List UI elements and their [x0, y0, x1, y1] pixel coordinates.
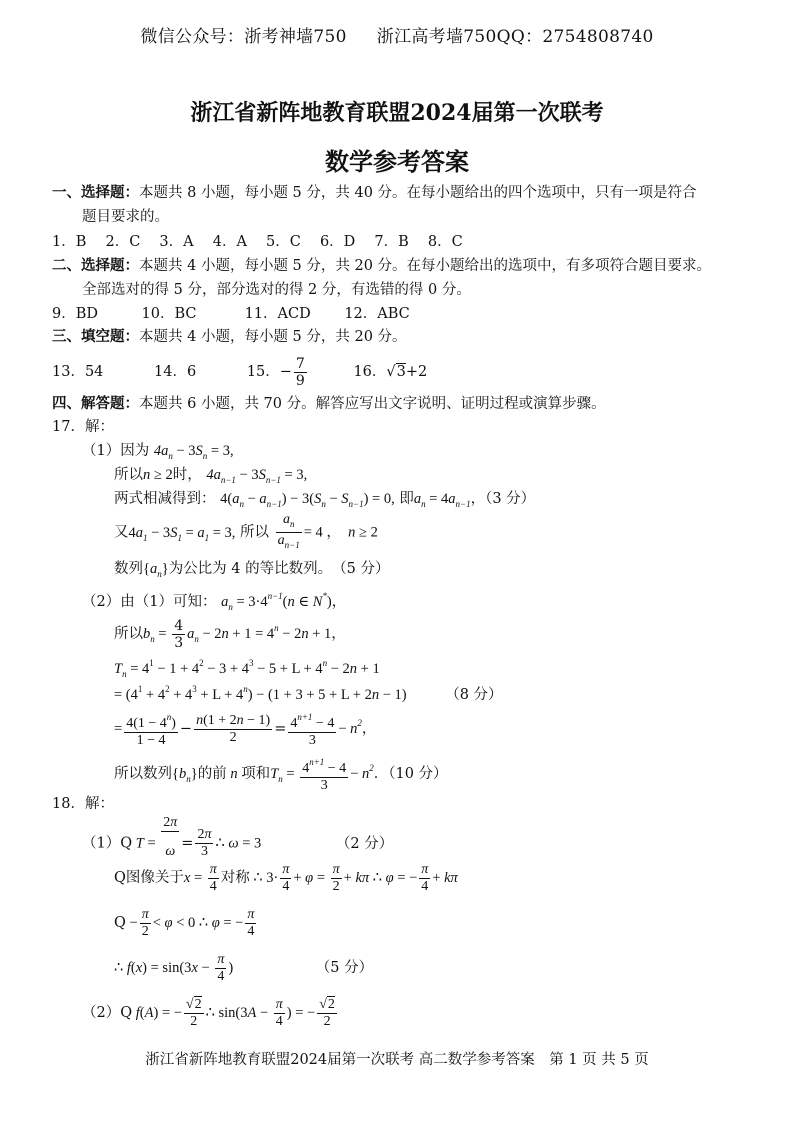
section2-desc2: 全部选对的得 5 分，部分选对的得 2 分，有选错的得 0 分。 — [82, 282, 471, 298]
q17-head: 17．解： — [52, 419, 114, 435]
q18-line3: Q − $\frac{\pi}{2}$ < φ < 0 ∴ φ = − $\frac{\pi}{4}$ — [114, 906, 255, 939]
page-footer: 浙江省新阵地教育联盟2024届第一次联考 高二数学参考答案 第 1 页 共 5 页 — [145, 1052, 649, 1068]
answer-16-tail: +2 — [405, 364, 428, 380]
section2-label: 二、选择题： — [52, 257, 139, 274]
q17-line2: 所以n ≥ 2时， $4a_{n-1} - 3S_{n-1} = 3$, — [114, 467, 308, 485]
section2-answers: 9．BD 10．BC 11．ACD 12．ABC — [52, 306, 410, 322]
formula: $T_n = 4^1 - 1 + 4^2 - 3 + 4^3 - 5 + L + 4^n - 2n + 1$ — [114, 658, 380, 679]
answer-16-label: 16． — [353, 364, 387, 380]
answer-15-fraction: $\frac{7}{9}$ — [295, 355, 305, 389]
section1-label: 一、选择题： — [52, 184, 139, 201]
document-title: 浙江省新阵地教育联盟2024届第一次联考 — [190, 100, 604, 126]
q17-line9: = $(4^1 + 4^2 + 4^3 + L + 4^n) - (1 + 3 + 5 + L + 2n - 1)$ （8 分） — [114, 684, 503, 703]
formula: $a_n = 3\cdot 4^{n-1}(n$ ∈ N*)， — [221, 591, 347, 612]
section3-line — [52, 327, 407, 347]
section4-desc: 本题共 6 小题，共 70 分。解答应写出文字说明、证明过程或演算步骤。 — [139, 396, 606, 412]
ratio-fraction: $\frac{a_n}{a_{n-1}}$ — [277, 512, 300, 550]
minus-sign: − — [279, 364, 292, 380]
section4-label: 四、解答题： — [52, 395, 139, 412]
formula: $a_n = 4a_{n-1}$， — [413, 491, 486, 509]
q17-line4: 又$4a_1 - 3S_1 = a_1 = 3$, 所以 $\frac{a_n}{a_{n-1}}$ = 4 ， n ≥ 2 — [114, 512, 378, 552]
q18-line2: Q图像关于x = $\frac{\pi}{4}$ 对称 ∴ 3· $\frac{\pi}{4}$ + φ = $\frac{\pi}{2}$ + kπ ∴ φ = − $\frac{\pi}{4}$ + kπ — [114, 861, 458, 894]
q17-line7: 所以$b_n$ = $\frac{4}{3}$ $a_n - 2n + 1 = 4^n - 2n + 1$， — [114, 617, 346, 651]
section4-line — [52, 394, 606, 414]
q17-line10: = $\frac{4(1 - 4^n)}{1 - 4}$ − $\frac{n(1 + 2n - 1)}{2}$ = $\frac{4^{n+1} - 4}{3}$ − $n^2$， — [114, 703, 376, 743]
answer-16-radicand: 3 — [396, 364, 406, 380]
answer-13: 13．54 — [52, 364, 104, 380]
q17-line11: 所以数列$\{b_n\}$的前 n 项和$T_n$ = $\frac{4^{n+1} - 4}{3}$ − $n^2$．（10 分） — [114, 748, 448, 788]
q18-line5: （2）Q f(A) = − $\frac{√2}{2}$ ∴ sin(3A − $\frac{\pi}{4}$ ) = − $\frac{√2}{2}$ — [82, 996, 335, 1029]
formula: $4(a_n - a_{n-1}) - 3(S_n - S_{n-1}) = 0$, — [220, 491, 395, 509]
page-header — [0, 22, 794, 47]
q17-line5: 数列$\{a_n\}$为公比为 4 的等比数列。 （5 分） — [114, 561, 390, 579]
sqrt-icon: √ — [386, 364, 396, 380]
section2-line1 — [52, 256, 711, 276]
section1-desc1: 本题共 8 小题，每小题 5 分，共 40 分。在每小题给出的四个选项中，只有一项是符合 — [139, 185, 697, 201]
document-subtitle: 数学参考答案 — [325, 147, 469, 176]
answer-15-label: 15． — [246, 364, 280, 380]
formula: $4a_1 - 3S_1 = a_1 = 3$, — [128, 524, 236, 543]
formula: $4a_n - 3S_n = 3$, — [153, 443, 234, 461]
qq-contact: 浙江高考墙750QQ：2754808740 — [376, 27, 654, 47]
q17-line6: （2）由（1）可知： $a_n = 3\cdot 4^{n-1}(n$ ∈ N*)， — [82, 591, 347, 612]
section1-desc2: 题目要求的。 — [82, 209, 169, 225]
q18-line4: ∴ f(x) = sin(3x − $\frac{\pi}{4}$ ) （5 分） — [114, 951, 374, 984]
section3-label: 三、填空题： — [52, 328, 139, 345]
part1-label: （1） — [82, 443, 121, 459]
section1-answers: 1．B 2．C 3．A 4．A 5．C 6．D 7．B 8．C — [52, 234, 463, 250]
formula: = $(4^1 + 4^2 + 4^3 + L + 4^n) - (1 + 3 + 5 + L + 2n - 1)$ — [114, 684, 407, 703]
formula: $4a_{n-1} - 3S_{n-1} = 3$, — [206, 467, 308, 485]
answer-14: 14．6 — [154, 364, 197, 380]
wechat-account: 微信公众号：浙考神墙750 — [140, 27, 347, 47]
q18-line1: （1）Q T = 2π ω = $\frac{2\pi}{3}$ ∴ ω = 3 （2 分） — [82, 815, 394, 859]
formula: n ≥ 2 — [143, 467, 173, 483]
q17-line3: 两式相减得到： $4(a_n - a_{n-1}) - 3(S_n - S_{n-1}) = 0$, 即$a_n = 4a_{n-1}$，（3 分） — [114, 491, 536, 509]
q18-head: 18．解： — [52, 796, 114, 812]
section3-desc: 本题共 4 小题，每小题 5 分，共 20 分。 — [139, 329, 407, 345]
section2-desc1: 本题共 4 小题，每小题 5 分，共 20 分。在每小题给出的选项中，有多项符合题目要求。 — [139, 258, 712, 274]
q17-line1: （1）因为 $4a_n - 3S_n = 3$, — [82, 443, 234, 461]
part2-label: （2） — [82, 594, 121, 610]
section1-line1 — [52, 183, 697, 203]
section3-answers — [52, 352, 427, 392]
